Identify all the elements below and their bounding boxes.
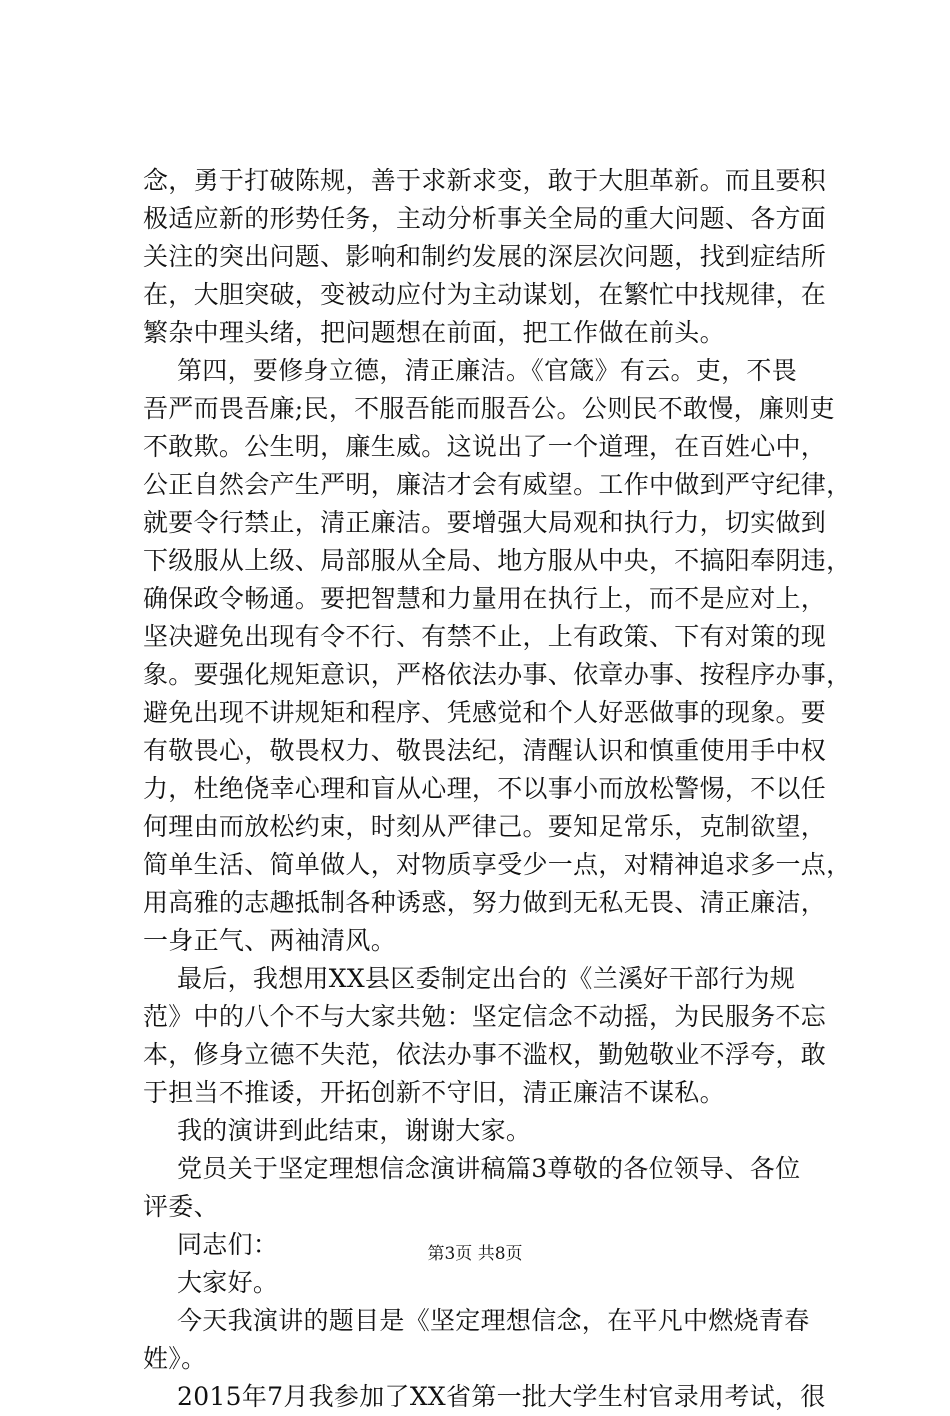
text-line: 我的演讲到此结束，谢谢大家。: [177, 1116, 532, 1145]
text-line: 本，修身立德不失范，依法办事不滥权，勤勉敬业不浮夸，敢: [143, 1040, 827, 1069]
text-line: 下级服从上级、局部服从全局、地方服从中央，不搞阳奉阴违，: [143, 546, 852, 575]
text-line: 坚决避免出现有令不行、有禁不止，上有政策、下有对策的现: [143, 622, 827, 651]
text-line: 用高雅的志趣抵制各种诱惑，努力做到无私无畏、清正廉洁，: [143, 888, 827, 917]
text-line: 大家好。: [177, 1268, 279, 1297]
text-line: 念，勇于打破陈规，善于求新求变，敢于大胆革新。而且要积: [143, 166, 827, 195]
text-line: 不敢欺。公生明，廉生威。这说出了一个道理，在百姓心中，: [143, 432, 827, 461]
text-line: 姓》。: [143, 1344, 207, 1373]
text-line: 在，大胆突破，变被动应付为主动谋划，在繁忙中找规律，在: [143, 280, 827, 309]
text-line: 今天我演讲的题目是《坚定理想信念，在平凡中燃烧青春: [177, 1306, 810, 1335]
text-line: 象。要强化规矩意识，严格依法办事、依章办事、按程序办事，: [143, 660, 852, 689]
text-line: 力，杜绝侥幸心理和盲从心理，不以事小而放松警惕，不以任: [143, 774, 827, 803]
document-body: [143, 162, 852, 1416]
text-line: 范》中的八个不与大家共勉：坚定信念不动摇，为民服务不忘: [143, 1002, 827, 1031]
text-line: 就要令行禁止，清正廉洁。要增强大局观和执行力，切实做到: [143, 508, 827, 537]
text-line: 党员关于坚定理想信念演讲稿篇3尊敬的各位领导、各位: [177, 1154, 801, 1183]
text-line: 何理由而放松约束，时刻从严律己。要知足常乐，克制欲望，: [143, 812, 827, 841]
text-line: 避免出现不讲规矩和程序、凭感觉和个人好恶做事的现象。要: [143, 698, 827, 727]
text-line: 有敬畏心，敬畏权力、敬畏法纪，清醒认识和慎重使用手中权: [143, 736, 827, 765]
text-line: 一身正气、两袖清风。: [143, 926, 397, 955]
text-line: 最后，我想用XX县区委制定出台的《兰溪好干部行为规: [177, 964, 796, 993]
text-line: 简单生活、简单做人，对物质享受少一点，对精神追求多一点，: [143, 850, 852, 879]
text-line: 第四，要修身立德，清正廉洁。《官箴》有云。吏，不畏: [177, 356, 798, 385]
text-line: 2015年7月我参加了XX省第一批大学生村官录用考试，很: [177, 1382, 826, 1411]
text-line: 关注的突出问题、影响和制约发展的深层次问题，找到症结所: [143, 242, 827, 271]
text-line: 评委、: [143, 1192, 219, 1221]
text-line: 极适应新的形势任务，主动分析事关全局的重大问题、各方面: [143, 204, 827, 233]
text-line: 公正自然会产生严明，廉洁才会有威望。工作中做到严守纪律，: [143, 470, 852, 499]
text-line: 同志们：: [177, 1230, 279, 1259]
page-number-footer: 第3页 共8页: [427, 1244, 523, 1264]
text-line: 确保政令畅通。要把智慧和力量用在执行上，而不是应对上，: [143, 584, 827, 613]
text-line: 吾严而畏吾廉;民，不服吾能而服吾公。公则民不敢慢，廉则吏: [143, 394, 835, 423]
text-line: 于担当不推诿，开拓创新不守旧，清正廉洁不谋私。: [143, 1078, 725, 1107]
text-line: 繁杂中理头绪，把问题想在前面，把工作做在前头。: [143, 318, 725, 347]
